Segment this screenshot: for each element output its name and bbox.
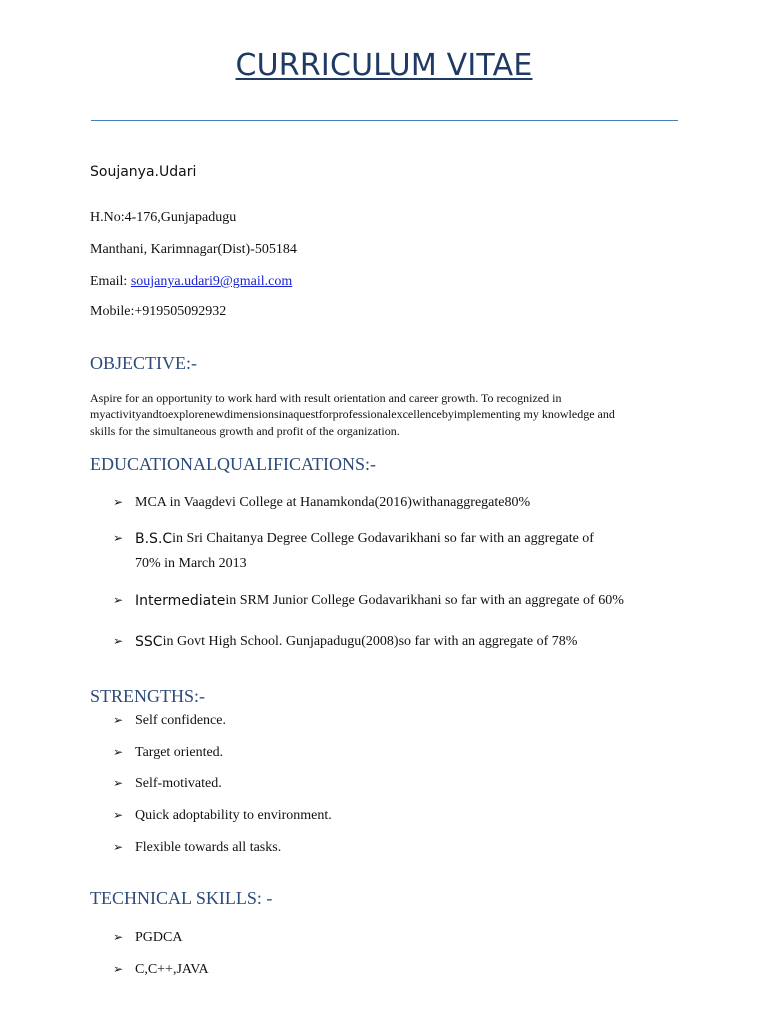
strength-item xyxy=(113,776,222,792)
education-text: MCA in Vaagdevi College at Hanamkonda(2016)withanaggregate80% xyxy=(135,495,531,510)
skill-item xyxy=(113,930,182,946)
education-heading: EDUCATIONALQUALIFICATIONS:- xyxy=(90,454,376,474)
email-link[interactable]: soujanya.udari9@gmail.com xyxy=(130,274,293,289)
strength-text: Flexible towards all tasks. xyxy=(135,840,282,855)
email-label: Email: xyxy=(90,274,131,289)
strength-item xyxy=(113,840,281,856)
arrow-bullet-icon: ➢ xyxy=(113,840,124,854)
arrow-bullet-icon: ➢ xyxy=(113,713,124,727)
strength-text: Self-motivated. xyxy=(135,776,222,791)
strength-text: Quick adoptability to environment. xyxy=(135,808,332,823)
skill-item xyxy=(113,962,209,978)
address-line-2: Manthani, Karimnagar(Dist)-505184 xyxy=(90,242,297,257)
strengths-heading: STRENGTHS:- xyxy=(90,686,206,706)
address-line-1: H.No:4-176,Gunjapadugu xyxy=(90,210,237,225)
arrow-bullet-icon: ➢ xyxy=(113,531,124,545)
technical-skills-heading: TECHNICAL SKILLS: - xyxy=(90,888,273,908)
arrow-bullet-icon: ➢ xyxy=(113,962,124,976)
education-text: in SRM Junior College Godavarikhani so far with an aggregate of 60% xyxy=(225,593,624,608)
objective-line: skills for the simultaneous growth and profit of the organization. xyxy=(90,423,400,438)
objective-heading: OBJECTIVE:- xyxy=(90,353,197,373)
strength-item xyxy=(113,713,226,729)
strength-item xyxy=(113,808,332,824)
objective-line: Aspire for an opportunity to work hard with result orientation and career growth. To recognized in xyxy=(90,391,562,405)
objective-paragraph xyxy=(90,390,690,439)
document-title: CURRICULUM VITAE xyxy=(235,48,533,83)
education-text: in Sri Chaitanya Degree College Godavarikhani so far with an aggregate of xyxy=(172,531,594,546)
email-line xyxy=(90,274,292,290)
objective-line: myactivityandtoexplorenewdimensionsinaquestforprofessionalexcellencebyimplementing my knowledge and xyxy=(90,407,615,422)
education-degree: SSC xyxy=(135,634,163,650)
candidate-name: Soujanya.Udari xyxy=(90,164,197,180)
education-item xyxy=(113,495,530,511)
strength-text: Target oriented. xyxy=(135,745,224,760)
arrow-bullet-icon: ➢ xyxy=(113,745,124,759)
arrow-bullet-icon: ➢ xyxy=(113,593,124,607)
education-text: in Govt High School. Gunjapadugu(2008)so far with an aggregate of 78% xyxy=(162,634,578,649)
arrow-bullet-icon: ➢ xyxy=(113,776,124,790)
arrow-bullet-icon: ➢ xyxy=(113,808,124,822)
title-divider xyxy=(91,120,678,121)
skill-text: PGDCA xyxy=(135,930,183,945)
arrow-bullet-icon: ➢ xyxy=(113,495,124,509)
education-degree: Intermediate xyxy=(135,593,226,609)
strength-text: Self confidence. xyxy=(135,713,226,728)
arrow-bullet-icon: ➢ xyxy=(113,634,124,648)
skill-text: C,C++,JAVA xyxy=(135,962,209,977)
education-item xyxy=(113,531,594,547)
mobile-line: Mobile:+919505092932 xyxy=(90,304,227,319)
arrow-bullet-icon: ➢ xyxy=(113,930,124,944)
education-item xyxy=(113,593,624,609)
strength-item xyxy=(113,745,223,761)
education-item xyxy=(113,634,577,650)
education-degree: B.S.C xyxy=(135,531,173,547)
education-text-continued: 70% in March 2013 xyxy=(135,556,247,571)
